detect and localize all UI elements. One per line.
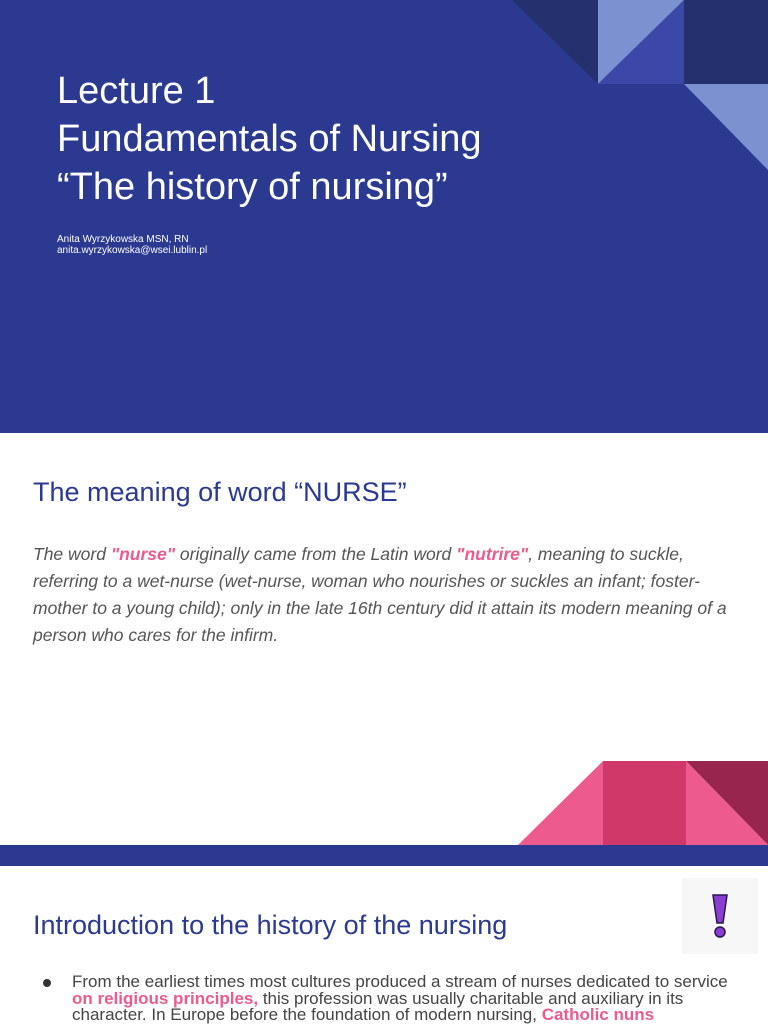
deco-dark-square xyxy=(684,0,768,84)
slide-divider-band xyxy=(0,845,768,866)
author-name: Anita Wyrzykowska MSN, RN xyxy=(57,234,189,245)
title-line-3: “The history of nursing” xyxy=(57,166,448,208)
slide-heading: Introduction to the history of the nursing xyxy=(33,910,508,940)
title-line-2: Fundamentals of Nursing xyxy=(57,118,482,160)
deco-pink-triangle xyxy=(518,761,603,845)
introduction-slide xyxy=(0,866,768,1024)
title-slide xyxy=(0,0,768,433)
definition-text: originally came from the Latin word xyxy=(175,544,457,564)
highlight-catholic-nuns: Catholic nuns xyxy=(541,1005,655,1024)
definition-text: The word xyxy=(33,544,111,564)
deco-pink-square xyxy=(603,761,686,845)
slide-heading: The meaning of word “NURSE” xyxy=(33,477,407,507)
exclamation-icon xyxy=(710,893,730,939)
author-email: anita.wyrzykowska@wsei.lublin.pl xyxy=(57,245,208,256)
term-nutrire: "nutrire" xyxy=(456,544,529,564)
title-line-1: Lecture 1 xyxy=(57,70,216,112)
bullet-text: this profession was usually charitable and auxiliary in its character. In Europe before the foundation of modern nursing, xyxy=(72,988,684,1024)
meaning-slide xyxy=(0,433,768,845)
bullet-text: From the earliest times most cultures produced a stream of nurses dedicated to service xyxy=(72,972,728,991)
highlight-religious-principles: on religious principles, xyxy=(72,988,259,1008)
bullet-marker xyxy=(43,979,51,987)
deco-dark-triangle xyxy=(512,0,598,84)
definition-text: , meaning to suckle, referring to a wet-nurse (wet-nurse, woman who nourishes or suckles an infant; foster-mother to a young child); only in the late 16th century did it attain its modern meaning of a person who cares for the infirm. xyxy=(33,544,727,645)
deco-light-triangle-lower xyxy=(684,84,768,170)
alert-box xyxy=(682,878,758,954)
corner-decoration xyxy=(0,433,768,845)
bullet-paragraph xyxy=(72,974,732,1024)
corner-decoration xyxy=(0,0,768,433)
term-nurse: "nurse" xyxy=(110,544,176,564)
